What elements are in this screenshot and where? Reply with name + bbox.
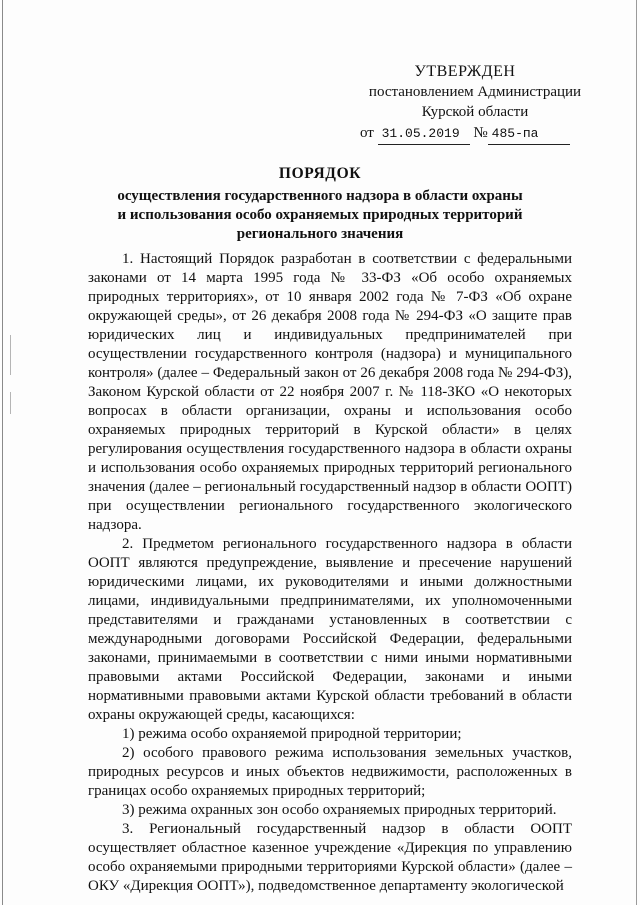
- paragraph-2: 2. Предметом регионального государственного надзора в области ООПТ являются предупреждение, выявление и пресечение нарушений юридическими лицами, их руководителями и иными должностными лицами, индивидуальными предпринимателями, их уполномоченными представителями и гражданами установленных в соответствии с международными договорами Российской Федерации, федеральными законами, принимаемыми в соответствии с ними иными нормативными правовыми актами Российской Федерации, законами и иными нормативными правовыми актами Курской области требований в области охраны окружающей среды, касающихся:: [88, 536, 572, 723]
- title-main: ПОРЯДОК: [278, 165, 362, 182]
- list-item-2: 2) особого правового режима использования земельных участков, природных ресурсов и иных объектов недвижимости, расположенных в границах особо охраняемых природных территорий;: [88, 745, 572, 799]
- date-prefix: от: [360, 125, 374, 141]
- title-line: регионального значения: [236, 226, 404, 242]
- list-item-1: 1) режима особо охраняемой природной территории;: [122, 726, 462, 742]
- approval-line: Курской области: [421, 104, 529, 120]
- paragraph-1: 1. Настоящий Порядок разработан в соответствии с федеральными законами от 14 марта 1995 года № 33-ФЗ «Об особо охраняемых природных территориях», от 10 января 2002 года № 7-ФЗ «Об охране окружающей среды», от 26 декабря 2008 года № 294-ФЗ «О защите прав юридических лиц и индивидуальных предпринимателей при осуществлении государственного контроля (надзора) и муниципального контроля» (далее – Федеральный закон от 26 декабря 2008 года № 294-ФЗ), Законом Курской области от 22 ноября 2007 г. № 118-ЗКО «О некоторых вопросах в области организации, охраны и использования особо охраняемых природных территорий в Курской области» в целях регулирования осуществления государственного надзора в области охраны и использования особо охраняемых природных территорий регионального значения (далее – региональный государственный надзор в области ООПТ) при осуществлении регионального государственного экологического надзора.: [88, 251, 572, 533]
- approval-heading: УТВЕРЖДЕН: [414, 63, 516, 80]
- approval-line: постановлением Администрации: [368, 84, 582, 100]
- approval-block: [360, 62, 590, 145]
- title-line: осуществления государственного надзора в области охраны: [117, 188, 523, 204]
- scan-left-edge: [2, 0, 3, 905]
- document-body: [88, 250, 572, 896]
- list-item-3: 3) режима охранных зон особо охраняемых природных территорий.: [122, 802, 557, 818]
- scan-margin-mark: [10, 392, 11, 414]
- approval-number: 485-па: [488, 124, 570, 145]
- document-title: [80, 164, 560, 244]
- scan-right-edge: [636, 0, 637, 905]
- number-prefix: №: [473, 125, 488, 141]
- scan-margin-mark: [10, 335, 11, 375]
- approval-date-line: [360, 123, 590, 145]
- paragraph-3: 3. Региональный государственный надзор в области ООПТ осуществляет областное казенное учреждение «Дирекция по управлению особо охраняемыми природными территориями Курской области» (далее – ОКУ «Дирекция ООПТ»), подведомственное департаменту экологической: [88, 821, 572, 894]
- approval-date: 31.05.2019: [378, 124, 470, 145]
- title-line: и использования особо охраняемых природных территорий: [117, 207, 523, 223]
